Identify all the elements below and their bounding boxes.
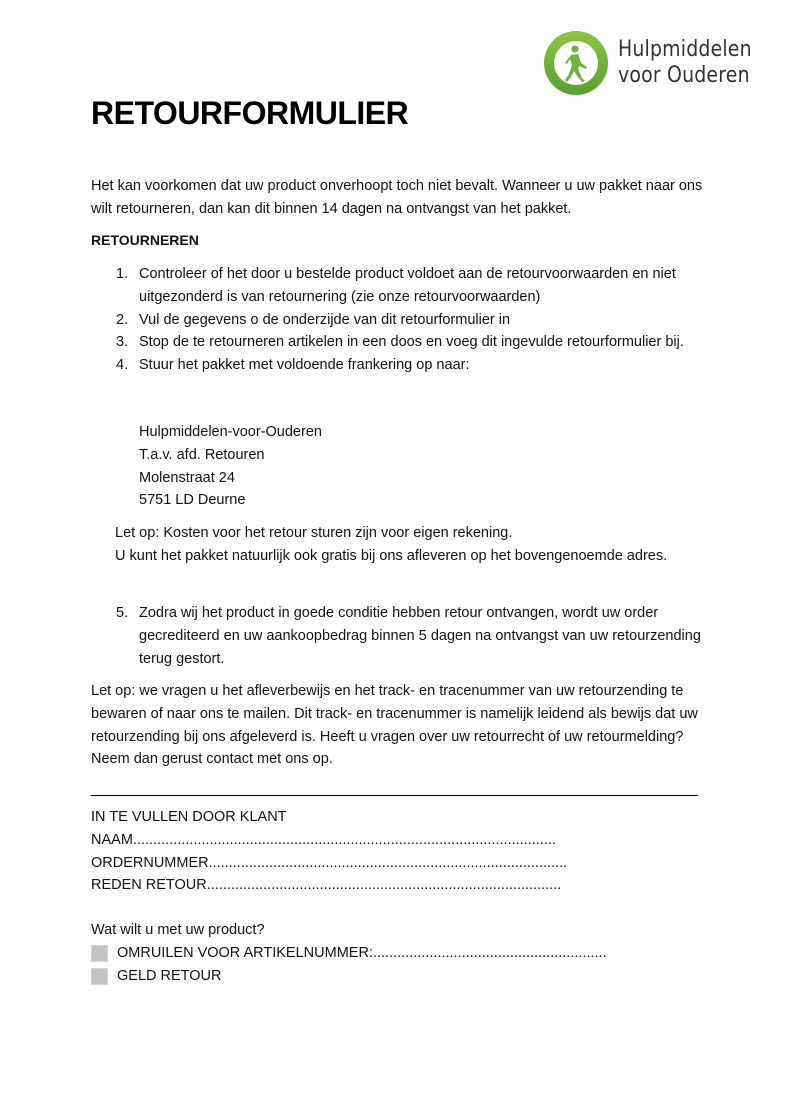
field-label: ORDERNUMMER: [91, 854, 209, 871]
note-line: Let op: Kosten voor het retour sturen zijn voor eigen rekening.: [115, 525, 513, 541]
list-item: [91, 263, 711, 309]
section-heading: RETOURNEREN: [91, 232, 199, 248]
step-text: Controleer of het door u bestelde product voldoet aan de retourvoorwaarden en niet uitgezonderd is van retournering (zie onze retourvoorwaarden): [139, 266, 676, 305]
return-reason-field[interactable]: [91, 874, 567, 897]
choice-label: OMRUILEN VOOR ARTIKELNUMMER:: [117, 945, 373, 961]
field-label: REDEN RETOUR: [91, 877, 207, 894]
intro-paragraph: Het kan voorkomen dat uw product onverhoopt toch niet bevalt. Wanneer u uw pakket naar ons wilt retourneren, dan kan dit binnen 14 dagen na ontvangst van het pakket.: [91, 178, 703, 217]
refund-option[interactable]: [91, 965, 607, 988]
order-number-field[interactable]: [91, 852, 567, 875]
step-number: 4.: [116, 357, 129, 374]
fill-line[interactable]: ........................................................................................: [206, 877, 562, 894]
walking-person-icon: [544, 31, 608, 95]
step-number: 5.: [116, 605, 129, 621]
step-text: Zodra wij het product in goede conditie hebben retour ontvangen, wordt uw order gecrediteerd en uw aankoopbedrag binnen 5 dagen na ontvangst van uw retourzending terug gestort.: [139, 605, 701, 667]
step-text: Stuur het pakket met voldoende frankering op naar:: [139, 357, 470, 374]
brand-name: [618, 37, 752, 89]
refund-checkbox[interactable]: [91, 968, 108, 985]
cost-note: [115, 522, 705, 568]
step-text: Vul de gegevens o de onderzijde van dit retourformulier in: [139, 311, 511, 328]
address-line: Molenstraat 24: [139, 469, 235, 486]
step-number: 1.: [116, 266, 129, 282]
list-item: [91, 602, 711, 670]
address-line: Hulpmiddelen-voor-Ouderen: [139, 424, 322, 440]
name-field[interactable]: [91, 829, 567, 852]
fill-line[interactable]: .........................................................................................................: [132, 831, 556, 848]
choice-label: GELD RETOUR: [117, 967, 222, 984]
step-text: Stop de te retourneren artikelen in een doos en voeg dit ingevulde retourformulier bij.: [139, 334, 684, 351]
product-choices: [91, 942, 607, 988]
section-divider: [91, 795, 698, 796]
customer-form: [91, 806, 567, 897]
brand-logo: [544, 31, 774, 95]
fill-line[interactable]: .........................................................................................: [208, 854, 568, 871]
page-title: RETOURFORMULIER: [91, 95, 409, 131]
step-number: 2.: [116, 311, 129, 328]
brand-name-line1: Hulpmiddelen: [618, 37, 752, 62]
exchange-checkbox[interactable]: [91, 945, 108, 962]
address-line: T.a.v. afd. Retouren: [139, 446, 265, 463]
exchange-option[interactable]: [91, 942, 607, 965]
list-item: [91, 309, 711, 332]
field-label: NAAM: [91, 831, 133, 848]
note-line: U kunt het pakket natuurlijk ook gratis bij ons afleveren op het bovengenoemde adres.: [115, 547, 668, 564]
closing-paragraph: Let op: we vragen u het afleverbewijs en het track- en tracenummer van uw retourzending te bewaren of naar ons te mailen. Dit track- en tracenummer is namelijk leidend als bewijs dat uw retourzending bij ons afgeleverd is. Heeft u vragen over uw retourrecht of uw retourmelding? Neem dan gerust contact met ons op.: [91, 683, 698, 768]
address-line: 5751 LD Deurne: [139, 492, 246, 509]
step-number: 3.: [116, 334, 129, 351]
article-number-fill-line[interactable]: ..........................................................: [372, 945, 607, 961]
steps-list-continued: [91, 602, 711, 670]
return-address: [139, 421, 322, 512]
steps-list: [91, 263, 711, 377]
form-heading: IN TE VULLEN DOOR KLANT: [91, 809, 287, 825]
brand-name-line2: voor Ouderen: [618, 63, 750, 88]
list-item: [91, 354, 711, 377]
product-question: Wat wilt u met uw product?: [91, 922, 265, 938]
list-item: [91, 331, 711, 354]
